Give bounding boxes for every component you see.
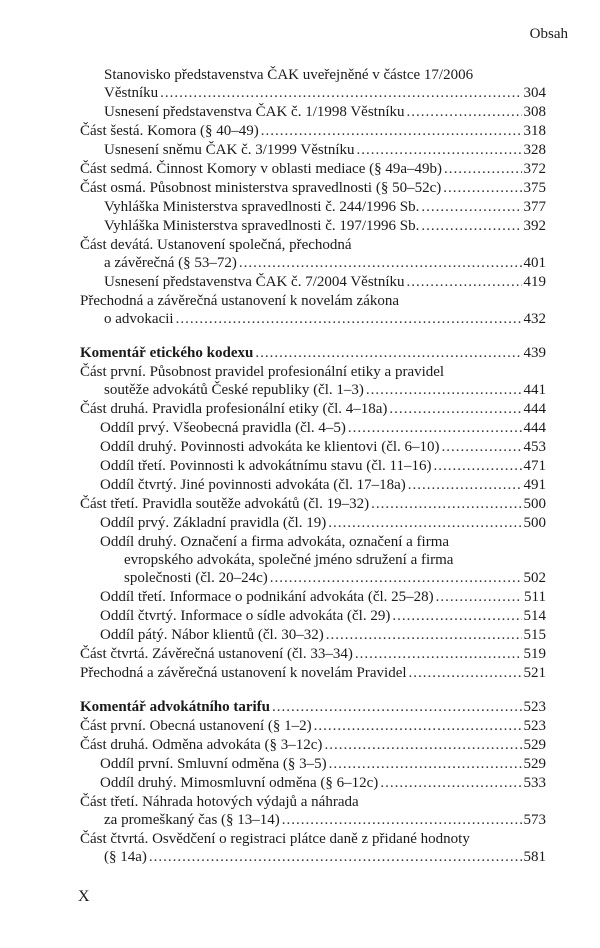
toc-entry-page: 392 [523, 218, 546, 234]
toc-entry-title: Část první. Obecná ustanovení (§ 1–2) [80, 718, 312, 734]
toc-entry [104, 103, 546, 121]
toc-entry [124, 569, 546, 587]
toc-entry-title: Stanovisko představenstva ČAK uveřejněné v částce 17/2006 [104, 67, 474, 83]
toc-leader-dots [176, 310, 522, 328]
toc-entry-title: za promeškaný čas (§ 13–14) [104, 812, 280, 828]
toc-entry-title: Část třetí. Náhrada hotových výdajů a náhrada [80, 794, 359, 810]
toc-entry [100, 419, 546, 437]
toc-entry-title: Část čtvrtá. Závěrečná ustanovení (čl. 33–34) [80, 646, 353, 662]
toc-entry-page: 318 [523, 123, 546, 139]
toc-entry [100, 774, 546, 792]
toc-entry-title: Část třetí. Pravidla soutěže advokátů (čl. 19–32) [80, 496, 370, 512]
toc-entry-title: Oddíl druhý. Povinnosti advokáta ke klientovi (čl. 6–10) [100, 439, 440, 455]
toc-leader-dots [324, 736, 521, 754]
toc-entry-title: Oddíl prvý. Všeobecná pravidla (čl. 4–5) [100, 420, 346, 436]
toc-entry-title: Komentář advokátního tarifu [80, 699, 271, 715]
toc-entry-title: Část devátá. Ustanovení společná, přechodná [80, 237, 352, 253]
toc-entry [104, 273, 546, 291]
toc-entry [104, 254, 546, 272]
toc-leader-dots [270, 569, 522, 587]
toc-entry-title: a závěrečná (§ 53–72) [104, 255, 237, 271]
toc-entry [80, 160, 546, 178]
toc-entry [104, 381, 546, 399]
toc-entry [80, 292, 399, 310]
toc-entry-title: Část šestá. Komora (§ 40–49) [80, 123, 259, 139]
toc-entry-page: 521 [523, 665, 546, 681]
toc-leader-dots [255, 344, 521, 362]
toc-entry-title: (§ 14a) [104, 849, 147, 865]
toc-leader-dots [149, 848, 522, 866]
toc-entry [80, 122, 546, 140]
toc-entry [100, 626, 546, 644]
toc-leader-dots [239, 254, 522, 272]
toc-entry-title: Oddíl třetí. Informace o podnikání advokáta (čl. 25–28) [100, 589, 434, 605]
toc-entry-page: 500 [523, 496, 546, 512]
toc-entry [80, 664, 546, 682]
toc-entry-title: Část osmá. Působnost ministerstva spravedlnosti (§ 50–52c) [80, 180, 442, 196]
toc-entry-page: 471 [523, 458, 546, 474]
toc-entry-title: Vyhláška Ministerstva spravedlnosti č. 244/1996 Sb. [104, 199, 420, 215]
toc-entry-title: Část čtvrtá. Osvědčení o registraci plátce daně z přidané hodnoty [80, 831, 470, 847]
toc-entry-title: Oddíl třetí. Povinnosti k advokátnímu stavu (čl. 11–16) [100, 458, 432, 474]
toc-entry [80, 363, 444, 381]
toc-entry [80, 400, 546, 418]
toc-entry-page: 372 [523, 161, 546, 177]
toc-entry [104, 84, 546, 102]
toc-entry-page: 453 [523, 439, 546, 455]
toc-entry-page: 401 [523, 255, 546, 271]
toc-entry [100, 438, 546, 456]
toc-entry-title: Přechodná a závěrečná ustanovení k novelám zákona [80, 293, 400, 309]
toc-entry-page: 432 [523, 311, 546, 327]
toc-entry [100, 588, 546, 606]
toc-entry [80, 698, 546, 716]
toc-leader-dots [407, 103, 522, 121]
toc-leader-dots [409, 664, 522, 682]
toc-entry-title: Část druhá. Odměna advokáta (§ 3–12c) [80, 737, 323, 753]
toc-leader-dots [380, 774, 521, 792]
toc-entry [80, 830, 470, 848]
toc-leader-dots [329, 755, 522, 773]
toc-entry-page: 502 [523, 570, 546, 586]
toc-entry-title: Usnesení představenstva ČAK č. 7/2004 Věstníku [104, 274, 405, 290]
toc-entry-page: 500 [523, 515, 546, 531]
toc-entry-page: 377 [523, 199, 546, 215]
toc-leader-dots [407, 273, 522, 291]
toc-leader-dots [389, 400, 521, 418]
toc-entry [80, 179, 546, 197]
toc-entry-title: Přechodná a závěrečná ustanovení k novelám Pravidel [80, 665, 407, 681]
toc-leader-dots [434, 457, 522, 475]
toc-entry-title: Usnesení sněmu ČAK č. 3/1999 Věstníku [104, 142, 355, 158]
toc-entry [100, 476, 546, 494]
toc-leader-dots [160, 84, 521, 102]
toc-leader-dots [436, 588, 522, 606]
toc-leader-dots [408, 476, 522, 494]
toc-entry [104, 217, 546, 235]
toc-entry [104, 848, 546, 866]
toc-entry-page: 419 [523, 274, 546, 290]
toc-entry-page: 444 [523, 401, 546, 417]
toc-entry-page: 328 [523, 142, 546, 158]
toc-entry [80, 645, 546, 663]
toc-entry-title: Oddíl první. Smluvní odměna (§ 3–5) [100, 756, 327, 772]
toc-leader-dots [444, 160, 521, 178]
toc-entry [80, 793, 359, 811]
toc-entry-page: 573 [523, 812, 546, 828]
toc-leader-dots [355, 645, 522, 663]
toc-entry-title: Oddíl čtvrtý. Informace o sídle advokáta (čl. 29) [100, 608, 391, 624]
toc-entry [100, 607, 546, 625]
toc-leader-dots [442, 438, 522, 456]
toc-entry [100, 457, 546, 475]
toc-entry-page: 515 [523, 627, 546, 643]
toc-entry [100, 755, 546, 773]
toc-leader-dots [272, 698, 521, 716]
toc-entry-title: Usnesení představenstva ČAK č. 1/1998 Věstníku [104, 104, 405, 120]
toc-entry-page: 444 [523, 420, 546, 436]
toc-entry [80, 736, 546, 754]
toc-entry [80, 236, 352, 254]
toc-entry-title: Část druhá. Pravidla profesionální etiky (čl. 4–18a) [80, 401, 388, 417]
toc-leader-dots [314, 717, 522, 735]
toc-entry-title: Oddíl pátý. Nábor klientů (čl. 30–32) [100, 627, 324, 643]
toc-leader-dots [421, 217, 521, 235]
toc-leader-dots [326, 626, 522, 644]
toc-entry-page: 529 [523, 737, 546, 753]
toc-entry [80, 717, 546, 735]
toc-entry-title: o advokacii [104, 311, 174, 327]
toc-entry-page: 523 [523, 699, 546, 715]
toc-entry-title: Věstníku [104, 85, 159, 101]
toc-entry [124, 551, 453, 569]
toc-entry-page: 375 [523, 180, 546, 196]
toc-leader-dots [366, 381, 522, 399]
toc-entry [80, 495, 546, 513]
toc-leader-dots [443, 179, 521, 197]
toc-leader-dots [282, 811, 522, 829]
toc-entry-title: Oddíl druhý. Mimosmluvní odměna (§ 6–12c) [100, 775, 379, 791]
toc-entry-page: 304 [523, 85, 546, 101]
page-number: X [78, 888, 90, 905]
toc-entry [104, 66, 473, 84]
toc-leader-dots [392, 607, 521, 625]
toc-leader-dots [348, 419, 522, 437]
toc-entry-page: 441 [523, 382, 546, 398]
toc-entry-title: Část první. Působnost pravidel profesionální etiky a pravidel [80, 364, 445, 380]
toc-entry-page: 523 [523, 718, 546, 734]
toc-entry-page: 514 [523, 608, 546, 624]
toc-entry-page: 533 [523, 775, 546, 791]
toc-entry-page: 529 [523, 756, 546, 772]
toc-leader-dots [371, 495, 521, 513]
toc-entry-title: Komentář etického kodexu [80, 345, 254, 361]
toc-entry-title: společnosti (čl. 20–24c) [124, 570, 268, 586]
toc-entry [104, 198, 546, 216]
toc-entry-title: Vyhláška Ministerstva spravedlnosti č. 197/1996 Sb. [104, 218, 420, 234]
toc-entry [100, 514, 546, 532]
toc-entry [100, 533, 449, 551]
toc-leader-dots [261, 122, 522, 140]
toc-entry-page: 439 [523, 345, 546, 361]
running-header: Obsah [529, 26, 568, 42]
toc-entry-title: Část sedmá. Činnost Komory v oblasti mediace (§ 49a–49b) [80, 161, 443, 177]
toc-entry-page: 519 [523, 646, 546, 662]
toc-entry [104, 141, 546, 159]
toc-entry-page: 308 [523, 104, 546, 120]
toc-leader-dots [421, 198, 521, 216]
toc-entry-page: 511 [524, 589, 546, 605]
toc-entry-page: 581 [523, 849, 546, 865]
toc-entry-page: 491 [523, 477, 546, 493]
toc-entry [80, 344, 546, 362]
toc-entry-title: Oddíl čtvrtý. Jiné povinnosti advokáta (čl. 17–18a) [100, 477, 406, 493]
toc-leader-dots [328, 514, 521, 532]
toc-leader-dots [357, 141, 522, 159]
toc-entry [104, 310, 546, 328]
toc-entry-title: Oddíl prvý. Základní pravidla (čl. 19) [100, 515, 327, 531]
toc-entry-title: evropského advokáta, společné jméno sdružení a firma [124, 552, 454, 568]
toc-entry [104, 811, 546, 829]
toc-entry-title: soutěže advokátů České republiky (čl. 1–3) [104, 382, 364, 398]
toc-entry-title: Oddíl druhý. Označení a firma advokáta, označení a firma [100, 534, 450, 550]
